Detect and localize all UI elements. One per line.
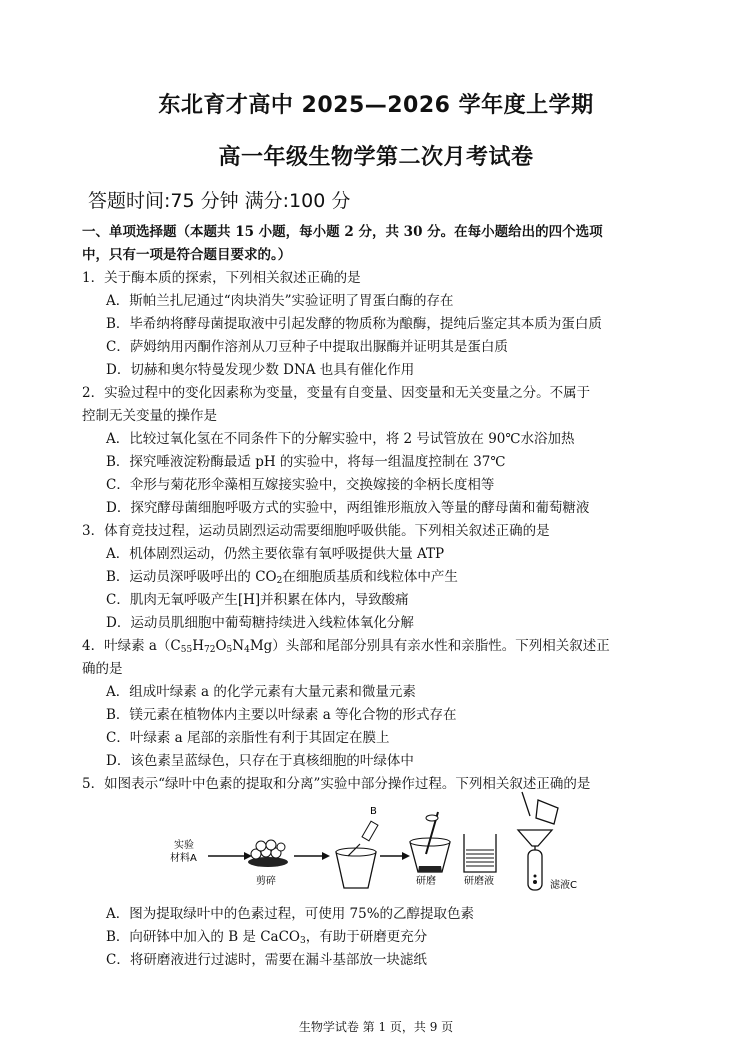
q4-option-b: B．镁元素在植物体内主要以叶绿素 a 等化合物的形式存在 [106,707,457,723]
section-heading-line1: 一、单项选择题（本题共 15 小题，每小题 2 分，共 30 分。在每小题给出的四个选项 [82,224,603,240]
q5-option-b-subscript: 3 [300,936,306,946]
label-grind: 研磨 [416,876,436,887]
q2-option-c: C．伞形与菊花形伞藻相互嫁接实验中，交换嫁接的伞柄长度相等 [106,477,495,493]
label-material-line1: 实验 [174,840,194,851]
q4-formula-o: O [215,638,227,654]
q3-option-a: A．机体剧烈运动，仍然主要依靠有氧呼吸提供大量 ATP [106,546,445,562]
q4-option-c: C．叶绿素 a 尾部的亲脂性有利于其固定在膜上 [106,730,390,746]
q4-formula-h-count: 72 [204,645,216,655]
q4-option-a: A．组成叶绿素 a 的化学元素有大量元素和微量元素 [106,684,416,700]
q5-option-b-post: ，有助于研磨更充分 [305,929,428,945]
arrow-2-icon [294,852,330,860]
q3-stem: 3．体育竞技过程，运动员剧烈运动需要细胞呼吸供能。下列相关叙述正确的是 [82,523,550,539]
q4-option-d: D．该色素呈蓝绿色，只存在于真核细胞的叶绿体中 [106,753,414,769]
arrow-1-icon [208,852,252,860]
q4-formula-o-count: 5 [226,645,233,655]
q2-option-b: B．探究唾液淀粉酶最适 pH 的实验中，将每一组温度控制在 37℃ [106,454,506,470]
q1-option-c: C．萨姆纳用丙酮作溶剂从刀豆种子中提取出脲酶并证明其是蛋白质 [106,339,508,355]
chopped-leaves-icon [248,840,288,867]
beaker-icon [464,834,496,872]
grinding-mortar-icon [410,812,450,872]
q4-formula-c-count: 55 [180,645,193,655]
q1-option-b: B．毕希纳将酵母菌提取液中引起发酵的物质称为酿酶，提纯后鉴定其本质为蛋白质 [106,316,602,332]
mortar-icon [336,844,376,888]
q2-stem-line2: 控制无关变量的操作是 [82,408,217,424]
q4-stem-pre: 4．叶绿素 a（C [82,638,181,654]
q2-stem-line1: 2．实验过程中的变化因素称为变量，变量有自变量、因变量和无关变量之分。不属于 [82,385,591,401]
school-title: 东北育才高中 2025—2026 学年度上学期 [158,93,594,118]
q3-option-b-subscript: 2 [276,576,283,586]
label-b: B [370,806,377,817]
q5-stem: 5．如图表示“绿叶中色素的提取和分离”实验中部分操作过程。下列相关叙述正确的是 [82,776,591,792]
page-footer: 生物学试卷 第 1 页，共 9 页 [298,1020,454,1034]
label-grinding-liquid: 研磨液 [464,876,494,887]
q1-option-a: A．斯帕兰扎尼通过“肉块消失”实验证明了胃蛋白酶的存在 [106,293,454,309]
label-filtrate: 滤液C [550,880,577,891]
q4-formula-h: H [192,638,204,654]
label-cut: 剪碎 [256,876,276,887]
q5-option-b-pre: B．向研钵中加入的 B 是 CaCO [106,929,300,945]
reagent-b-icon [362,821,378,841]
section-heading-line2: 中，只有一项是符合题目要求的。） [82,247,292,263]
label-material-line2: 材料A [170,853,197,864]
time-score-info: 答题时间:75 分钟 满分:100 分 [88,190,351,212]
q4-stem-line2: 确的是 [82,661,123,677]
pigment-extraction-figure [160,790,600,898]
q4-stem-post: Mg）头部和尾部分别具有亲水性和亲脂性。下列相关叙述正 [249,638,610,654]
q4-formula-n-count: 4 [244,645,250,655]
q5-option-a: A．图为提取绿叶中的色素过程，可使用 75%的乙醇提取色素 [106,906,475,922]
q2-option-d: D．探究酵母菌细胞呼吸方式的实验中，两组锥形瓶放入等量的酵母菌和葡萄糖液 [106,500,590,516]
funnel-filter-icon [518,792,558,890]
q4-formula-n: N [232,638,245,654]
exam-title: 高一年级生物学第二次月考试卷 [218,145,534,170]
q1-stem: 1．关于酶本质的探索，下列相关叙述正确的是 [82,270,361,286]
q5-option-c: C．将研磨液进行过滤时，需要在漏斗基部放一块滤纸 [106,952,427,968]
q3-option-b-post: 在细胞质基质和线粒体中产生 [282,569,458,585]
q4-stem-line1 [82,636,610,656]
q3-option-c: C．肌肉无氧呼吸产生[H]并积累在体内，导致酸痛 [106,592,409,608]
q3-option-d: D．运动员肌细胞中葡萄糖持续进入线粒体氧化分解 [106,615,414,631]
q1-option-d: D．切赫和奥尔特曼发现少数 DNA 也具有催化作用 [106,362,415,378]
q3-option-b [106,567,458,587]
q2-option-a: A．比较过氧化氢在不同条件下的分解实验中，将 2 号试管放在 90℃水浴加热 [106,431,575,447]
arrow-3-icon [380,852,410,860]
q3-option-b-pre: B．运动员深呼吸呼出的 CO [106,569,277,585]
q5-option-b [106,927,427,947]
